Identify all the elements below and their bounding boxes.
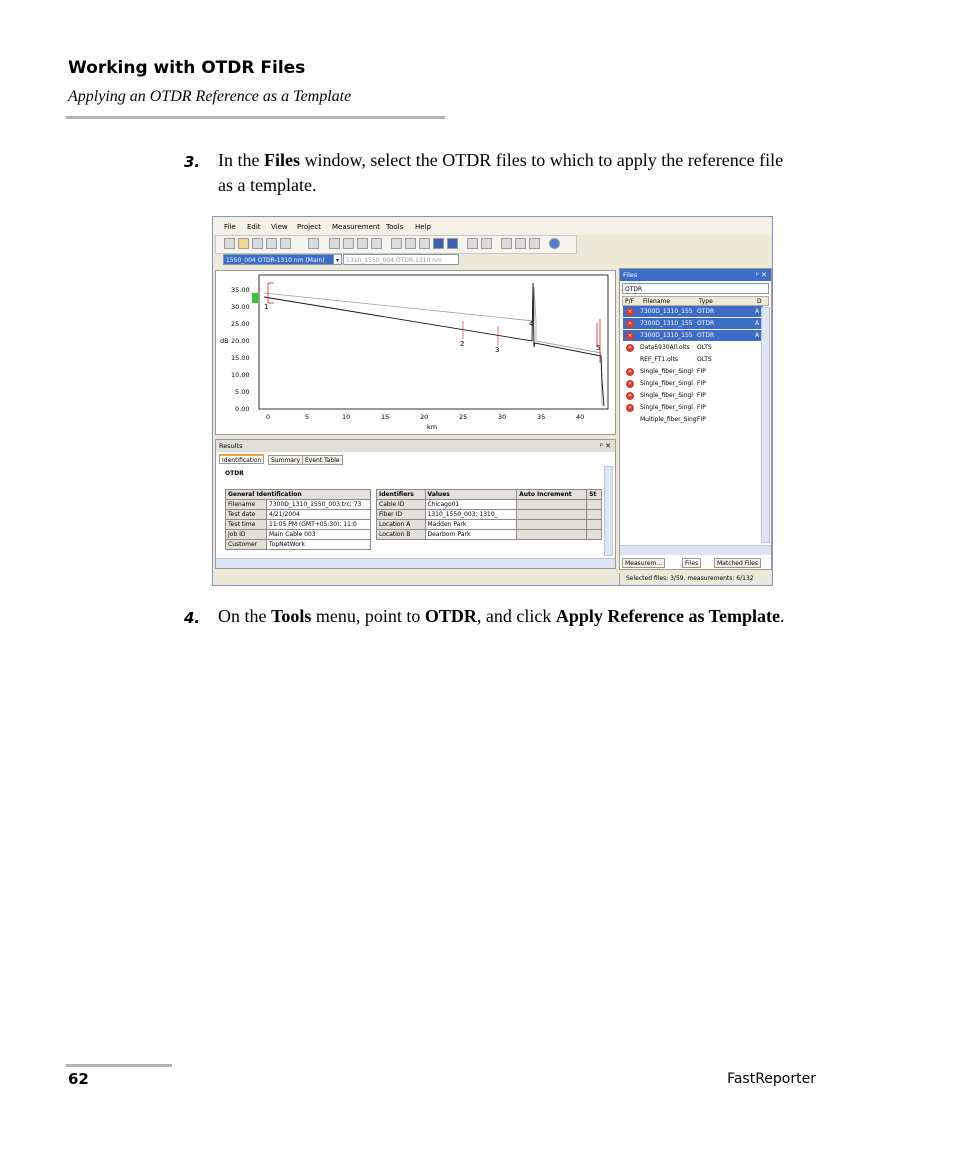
x-tick: 30 bbox=[498, 413, 507, 421]
settings-icon[interactable] bbox=[371, 238, 382, 249]
x-tick: 10 bbox=[342, 413, 351, 421]
fail-icon: ✕ bbox=[627, 381, 633, 387]
save-icon[interactable] bbox=[433, 238, 444, 249]
section-title: Working with OTDR Files bbox=[68, 58, 306, 78]
x-tick: 5 bbox=[305, 413, 310, 421]
identifiers-table: Identifiers Values Auto Increment St Cable ID Chicago01 Fiber ID 1310_1550_003; 1310_ Location A Madden Park Location B Dearborn Park bbox=[376, 489, 602, 540]
menu-measurement[interactable]: Measurement bbox=[332, 223, 381, 231]
report-icon[interactable] bbox=[329, 238, 340, 249]
tab-summary[interactable]: Summary bbox=[268, 455, 303, 465]
vertical-scrollbar[interactable] bbox=[604, 466, 613, 556]
toolbar bbox=[215, 235, 577, 254]
tab-event-table[interactable]: Event Table bbox=[302, 455, 343, 465]
files-column-header: P/F Filename Type D bbox=[622, 296, 769, 306]
step-number: 4. bbox=[184, 609, 201, 627]
marker-icon[interactable] bbox=[238, 238, 249, 249]
table-row: Test date 4/21/2004 bbox=[226, 510, 371, 520]
secondary-trace-combo[interactable]: 1310_1550_004 OTDR-1310 nm bbox=[343, 254, 459, 265]
step-text: In the Files window, select the OTDR files to which to apply the reference file as a template. bbox=[218, 150, 784, 195]
horizontal-scrollbar[interactable] bbox=[620, 545, 771, 555]
menu-project[interactable]: Project bbox=[297, 223, 321, 231]
table-row: Cable ID Chicago01 bbox=[377, 500, 602, 510]
page-icon[interactable] bbox=[266, 238, 277, 249]
section-subtitle: Applying an OTDR Reference as a Template bbox=[68, 88, 352, 105]
y-tick: 25.00 bbox=[231, 320, 250, 328]
files-pane bbox=[619, 268, 772, 570]
table-row: Customer TopNetWork bbox=[226, 540, 371, 550]
table-row: Job ID Main Cable 003 bbox=[226, 530, 371, 540]
trace-selector-row bbox=[213, 253, 613, 268]
y-tick: 10.00 bbox=[231, 371, 250, 379]
save-all-icon[interactable] bbox=[447, 238, 458, 249]
fail-icon: ✕ bbox=[627, 345, 633, 351]
table-row: Fiber ID 1310_1550_003; 1310_ bbox=[377, 510, 602, 520]
main-trace-combo[interactable]: 1550_004 OTDR-1310 nm (Main) bbox=[223, 254, 337, 265]
table-row: Location B Dearborn Park bbox=[377, 530, 602, 540]
plot-frame bbox=[259, 275, 608, 409]
menu-file[interactable]: File bbox=[224, 223, 236, 231]
x-tick: 35 bbox=[537, 413, 546, 421]
fail-icon: ✕ bbox=[627, 393, 633, 399]
fail-icon: ✕ bbox=[627, 405, 633, 411]
menu-tools[interactable]: Tools bbox=[386, 223, 404, 231]
file-row[interactable]: ✕ 7300D_1310_155 OTDR A bbox=[623, 318, 763, 329]
table-header: General Identification bbox=[226, 490, 371, 500]
file-row[interactable]: ✕ Single_fiber_Singl FIP bbox=[627, 392, 706, 399]
header-rule bbox=[66, 116, 445, 119]
horizontal-scrollbar[interactable] bbox=[216, 558, 615, 568]
table-row: Test time 11:05 PM (GMT+05:30); 11:0 bbox=[226, 520, 371, 530]
menu-bar bbox=[213, 217, 772, 235]
table-icon[interactable] bbox=[343, 238, 354, 249]
copy-icon[interactable] bbox=[515, 238, 526, 249]
import-icon[interactable] bbox=[308, 238, 319, 249]
event-label: 2 bbox=[460, 340, 465, 348]
section-otdr: OTDR bbox=[225, 470, 244, 477]
tab-files[interactable]: Files bbox=[682, 558, 701, 568]
status-bar: Selected files: 3/59, measurements: 6/132 bbox=[619, 573, 772, 585]
y-tick: 15.00 bbox=[231, 354, 250, 362]
new-icon[interactable] bbox=[391, 238, 402, 249]
event-label: 3 bbox=[495, 346, 500, 354]
event-label: 4 bbox=[529, 320, 534, 328]
tab-matched-files[interactable]: Matched Files bbox=[714, 558, 761, 568]
paste-icon[interactable] bbox=[529, 238, 540, 249]
tab-identification[interactable]: Identification bbox=[219, 454, 264, 464]
step-text: On the Tools menu, point to OTDR, and click Apply Reference as Template. bbox=[218, 606, 785, 626]
menu-help[interactable]: Help bbox=[415, 223, 431, 231]
file-row[interactable]: ✕ 7300D_1310_155 OTDR A bbox=[623, 330, 763, 341]
open-icon[interactable] bbox=[405, 238, 416, 249]
page-number: 62 bbox=[68, 1070, 89, 1088]
results-title: Results ᵖ ✕ bbox=[216, 440, 615, 452]
y-tick: 5.00 bbox=[235, 388, 250, 396]
close-icon[interactable]: ᵖ ✕ bbox=[755, 271, 767, 279]
file-row[interactable]: ✕ 7300D_1310_155 OTDR A bbox=[623, 306, 763, 317]
general-identification-table bbox=[225, 489, 371, 550]
files-title: Files ᵖ ✕ bbox=[620, 269, 771, 281]
fail-icon: ✕ bbox=[627, 309, 633, 315]
x-axis-label: km bbox=[427, 423, 438, 431]
step-number: 3. bbox=[184, 153, 201, 171]
y-tick: 35.00 bbox=[231, 286, 250, 294]
event-label: 5 bbox=[596, 344, 601, 352]
help-icon[interactable] bbox=[549, 238, 560, 249]
file-row[interactable]: ✕ Single_fiber_Singl FIP bbox=[627, 368, 706, 375]
x-tick: 25 bbox=[459, 413, 468, 421]
reference-marker bbox=[252, 293, 258, 303]
graph-pane bbox=[215, 270, 616, 435]
files-filter-combo[interactable]: OTDR bbox=[622, 283, 769, 294]
y-tick: 30.00 bbox=[231, 303, 250, 311]
tab-measurements[interactable]: Measurem... bbox=[622, 558, 665, 568]
fastreporter-screenshot bbox=[212, 216, 773, 586]
cut-icon[interactable] bbox=[501, 238, 512, 249]
y-axis-label: dB bbox=[220, 337, 229, 345]
results-pane bbox=[215, 439, 616, 569]
folder-icon[interactable] bbox=[419, 238, 430, 249]
footer-rule bbox=[66, 1064, 172, 1067]
file-row[interactable]: ✕ Single_fiber_Singl FIP bbox=[627, 404, 706, 411]
close-icon[interactable]: ᵖ ✕ bbox=[599, 442, 611, 450]
y-tick: 20.00 bbox=[231, 337, 250, 345]
product-name: FastReporter bbox=[727, 1071, 816, 1087]
print-preview-icon[interactable] bbox=[280, 238, 291, 249]
file-row[interactable]: Multiple_fiber_Sing FIP bbox=[640, 416, 706, 423]
preview-icon[interactable] bbox=[481, 238, 492, 249]
menu-edit[interactable]: Edit bbox=[247, 223, 261, 231]
x-tick: 20 bbox=[420, 413, 429, 421]
y-tick: 0.00 bbox=[235, 405, 250, 413]
table-row: Filename 7300D_1310_1550_003.trc; 73 bbox=[226, 500, 371, 510]
print-icon[interactable] bbox=[467, 238, 478, 249]
vertical-scrollbar[interactable] bbox=[761, 307, 770, 543]
file-row[interactable]: REF_FT1.olts OLTS bbox=[640, 356, 712, 363]
event-label: 1 bbox=[264, 303, 269, 311]
x-tick: 0 bbox=[266, 413, 271, 421]
x-tick: 15 bbox=[381, 413, 390, 421]
file-row[interactable]: ✕ Single_fiber_Singl FIP bbox=[627, 380, 706, 387]
menu-view[interactable]: View bbox=[271, 223, 288, 231]
trace-icon[interactable] bbox=[252, 238, 263, 249]
filter-icon[interactable] bbox=[357, 238, 368, 249]
fail-icon: ✕ bbox=[627, 333, 633, 339]
x-tick: 40 bbox=[576, 413, 585, 421]
fail-icon: ✕ bbox=[627, 321, 633, 327]
chevron-down-icon[interactable]: ▾ bbox=[333, 254, 342, 265]
file-row[interactable]: ✕ Data5930All.olts OLTS bbox=[627, 344, 712, 351]
otdr-trace-plot bbox=[216, 271, 615, 434]
zoom-icon[interactable] bbox=[224, 238, 235, 249]
table-row: Location A Madden Park bbox=[377, 520, 602, 530]
fail-icon: ✕ bbox=[627, 369, 633, 375]
